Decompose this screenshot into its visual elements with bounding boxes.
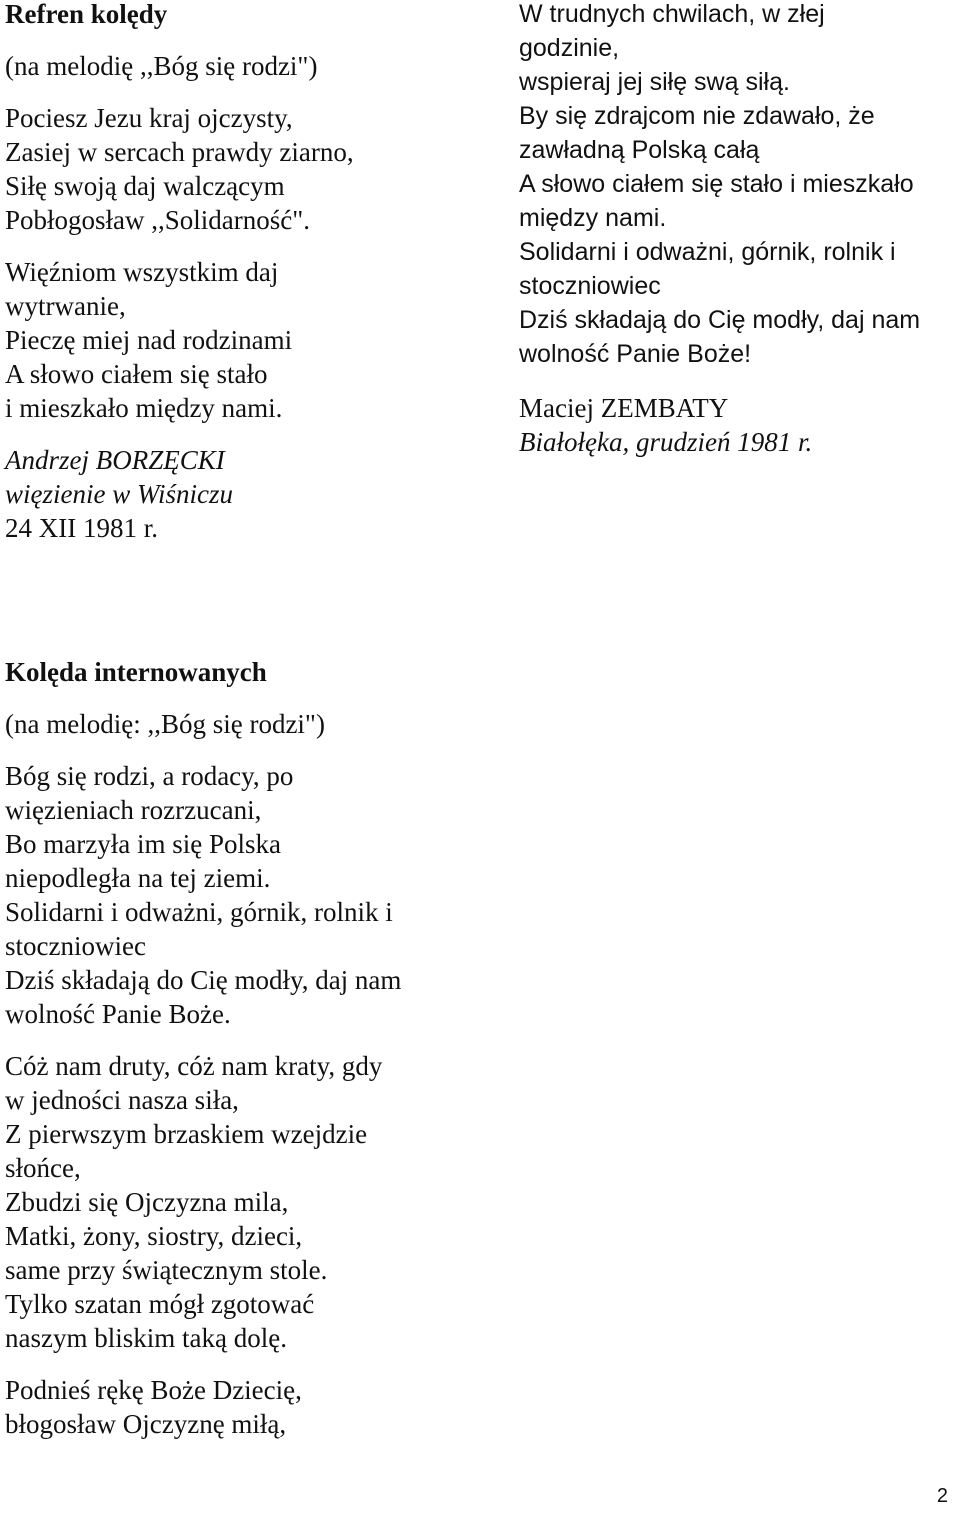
verse-line: wolność Panie Boże! xyxy=(519,340,752,368)
verse-line: Pobłogosław ,,Solidarność". xyxy=(5,205,311,235)
koleda-stanza-3 xyxy=(5,1373,525,1441)
refren-place: więzienie w Wiśniczu xyxy=(5,479,233,509)
verse-line: niepodległa na tej ziemi. xyxy=(5,863,271,893)
refren-stanza-2 xyxy=(5,255,445,425)
verse-line: W trudnych chwilach, w złej xyxy=(519,0,825,28)
zembaty-stanza xyxy=(519,0,959,371)
verse-line: Dziś składają do Cię modły, daj nam xyxy=(519,306,921,334)
verse-line: same przy świątecznym stole. xyxy=(5,1255,328,1285)
page-number: 2 xyxy=(936,1485,948,1507)
koleda-subtitle: (na melodię: ,,Bóg się rodzi") xyxy=(5,709,325,739)
refren-title: Refren kolędy xyxy=(5,0,168,29)
koleda-title: Kolęda internowanych xyxy=(5,657,267,687)
verse-line: i mieszkało między nami. xyxy=(5,393,283,423)
verse-line: Tylko szatan mógł zgotować xyxy=(5,1289,315,1319)
verse-line: Pieczę miej nad rodzinami xyxy=(5,325,293,355)
verse-line: wspieraj jej siłę swą siłą. xyxy=(519,68,790,96)
verse-line: Dziś składają do Cię modły, daj nam xyxy=(5,965,402,995)
refren-date: 24 XII 1981 r. xyxy=(5,513,158,543)
verse-line: Siłę swoją daj walczącym xyxy=(5,171,285,201)
refren-koledy-column xyxy=(5,0,445,545)
verse-line: między nami. xyxy=(519,204,667,232)
verse-line: Zasiej w sercach prawdy ziarno, xyxy=(5,137,354,167)
verse-line: więzieniach rozrzucani, xyxy=(5,795,262,825)
verse-line: Bóg się rodzi, a rodacy, po xyxy=(5,761,294,791)
verse-line: Solidarni i odważni, górnik, rolnik i xyxy=(519,238,896,266)
verse-line: godzinie, xyxy=(519,34,620,62)
verse-line: naszym bliskim taką dolę. xyxy=(5,1323,287,1353)
refren-author: Andrzej BORZĘCKI xyxy=(5,445,225,475)
verse-line: Matki, żony, siostry, dzieci, xyxy=(5,1221,303,1251)
zembaty-place-date: Białołęka, grudzień 1981 r. xyxy=(519,427,813,457)
verse-line: A słowo ciałem się stało xyxy=(5,359,268,389)
koleda-stanza-2 xyxy=(5,1049,525,1355)
verse-line: Z pierwszym brzaskiem wzejdzie xyxy=(5,1119,368,1149)
verse-line: zawładną Polską całą xyxy=(519,136,760,164)
refren-stanza-1 xyxy=(5,101,445,237)
zembaty-column xyxy=(519,0,959,459)
verse-line: błogosław Ojczyznę miłą, xyxy=(5,1409,287,1439)
verse-line: Cóż nam druty, cóż nam kraty, gdy xyxy=(5,1051,383,1081)
koleda-stanza-1 xyxy=(5,759,525,1031)
verse-line: wytrwanie, xyxy=(5,291,126,321)
verse-line: Zbudzi się Ojczyzna mila, xyxy=(5,1187,289,1217)
verse-line: Więźniom wszystkim daj xyxy=(5,257,279,287)
verse-line: Solidarni i odważni, górnik, rolnik i xyxy=(5,897,393,927)
verse-line: słońce, xyxy=(5,1153,81,1183)
verse-line: Podnieś rękę Boże Dziecię, xyxy=(5,1375,302,1405)
zembaty-author: Maciej ZEMBATY xyxy=(519,393,729,423)
refren-subtitle: (na melodię ,,Bóg się rodzi") xyxy=(5,51,318,81)
verse-line: stoczniowiec xyxy=(5,931,146,961)
verse-line: wolność Panie Boże. xyxy=(5,999,231,1029)
verse-line: A słowo ciałem się stało i mieszkało xyxy=(519,170,914,198)
verse-line: Pociesz Jezu kraj ojczysty, xyxy=(5,103,293,133)
verse-line: Bo marzyła im się Polska xyxy=(5,829,281,859)
koleda-internowanych-section xyxy=(5,655,525,1441)
verse-line: stoczniowiec xyxy=(519,272,661,300)
verse-line: By się zdrajcom nie zdawało, że xyxy=(519,102,875,130)
verse-line: w jedności nasza siła, xyxy=(5,1085,239,1115)
